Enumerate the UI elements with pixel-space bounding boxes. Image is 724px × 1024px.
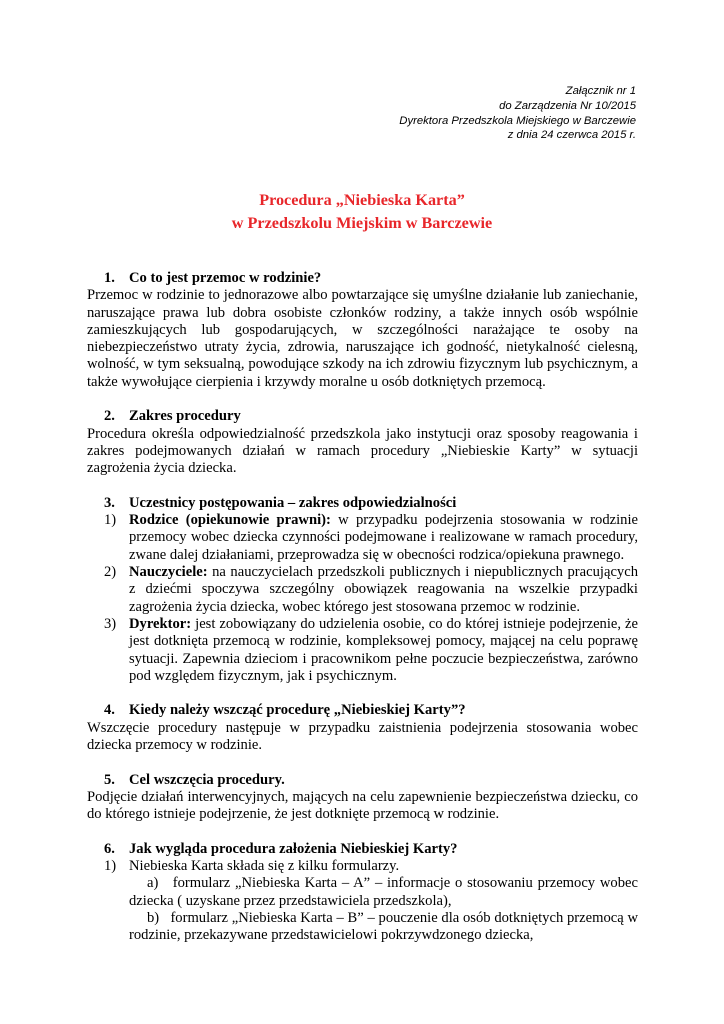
list-item-number: 1) [104, 858, 117, 875]
annex-line-2: do Zarządzenia Nr 10/2015 [499, 99, 636, 112]
section-5-number: 5. [104, 771, 115, 788]
list-item-text: Niebieska Karta składa się z kilku formularzy. [129, 858, 400, 875]
section-6-title: Jak wygląda procedura założenia Niebieskiej Karty? [129, 840, 458, 857]
section-2-title: Zakres procedury [129, 408, 241, 425]
annex-line-4: z dnia 24 czerwca 2015 r. [507, 129, 636, 142]
section-1-text: Przemoc w rodzinie to jednorazowe albo powtarzające się umyślne działanie lub zaniechanie, naruszające prawa lub dobra osobiste członków rodziny, a także innych osób wspólnie zamieszkujących lub gospodarujących, w szczególności narażające te osoby na niebezpieczeństwo utraty życia, zdrowia, naruszające ich godność, nietykalność cielesną, wolność, w tym seksualną, powodujące szkody na ich zdrowiu fizycznym lub psychicznym, a także wywołujące cierpienia i krzywdy moralne u osób dotkniętych przemocą. [87, 287, 638, 390]
sublist-item [129, 875, 638, 910]
sublist-item [129, 910, 638, 945]
section-3-title: Uczestnicy postępowania – zakres odpowiedzialności [129, 494, 457, 511]
list-item [87, 512, 638, 564]
section-6-number: 6. [104, 840, 115, 857]
annex-line-1: Załącznik nr 1 [565, 85, 636, 97]
title-line-1: Procedura „Niebieska Karta” [259, 191, 465, 209]
annex-header [399, 84, 636, 143]
section-1-title: Co to jest przemoc w rodzinie? [129, 270, 322, 286]
list-item-number: 1) [104, 512, 117, 529]
list-item-number: 2) [104, 564, 117, 581]
list-item-label: Nauczyciele: [129, 564, 208, 581]
list-item [87, 564, 638, 616]
list-item [87, 858, 638, 875]
section-4-heading [87, 702, 638, 719]
section-5-title: Cel wszczęcia procedury. [129, 771, 285, 788]
participants-list [87, 512, 638, 685]
list-item-text: jest zobowiązany do udzielenia osobie, co do której istnieje podejrzenie, że jest dotknięta przemocą w rodzinie, kompleksowej pomocy, mającej na celu poprawę sytuacji. Zapewnia dzieciom i pracownikom pełne poczucie bezpieczeństwa, zarówno pod względem fizycznym, jak i psychicznym. [129, 615, 638, 684]
list-item-label: Rodzice (opiekunowie prawni): [129, 512, 331, 529]
section-4-text: Wszczęcie procedury następuje w przypadku zaistnienia podejrzenia stosowania wobec dziecka przemocy w rodzinie. [87, 719, 638, 754]
section-2-number: 2. [104, 408, 115, 425]
section-3-number: 3. [104, 494, 115, 511]
section-3-heading [87, 495, 638, 512]
section-1-heading [87, 270, 638, 287]
section-1-number: 1. [104, 270, 115, 286]
list-item-text: w przypadku podejrzenia stosowania w rodzinie przemocy wobec dziecka czynności podejmowane i realizowane w ramach procedury, zwane dalej działaniami, przeprowadza się w obecności rodzica/opiekuna prawnego. [129, 512, 638, 563]
sublist-item-text: formularz „Niebieska Karta – A” – informacje o stosowaniu przemocy wobec dziecka ( uzyskane przez przedstawiciela przedszkola), [129, 875, 638, 909]
document-title [0, 189, 724, 235]
list-item-label: Dyrektor: [129, 615, 192, 632]
section-5-heading [87, 772, 638, 789]
section-2-text: Procedura określa odpowiedzialność przedszkola jako instytucji oraz sposoby reagowania i zakres podejmowanych działań w ramach procedury „Niebieskie Karty” w sytuacji zagrożenia życia dziecka. [87, 425, 638, 477]
list-item-number: 3) [104, 615, 117, 632]
sublist-item-number: b) [147, 909, 160, 926]
sublist-item-text: formularz „Niebieska Karta – B” – pouczenie dla osób dotkniętych przemocą w rodzinie, przekazywane przedstawicielowi pokrzywdzonego dziecka, [129, 909, 638, 944]
title-line-2: w Przedszkolu Miejskim w Barczewie [231, 214, 493, 232]
section-4-number: 4. [104, 702, 115, 719]
annex-line-3: Dyrektora Przedszkola Miejskiego w Barczewie [399, 114, 636, 127]
list-item-text: na nauczycielach przedszkoli publicznych i niepublicznych pracujących z dziećmi spoczywa szczególny obowiązek reagowania na wszelkie przypadki zagrożenia życia dziecka, wobec którego jest stosowana przemoc w rodzinie. [129, 564, 638, 615]
list-item [87, 616, 638, 685]
sublist-item-number: a) [147, 875, 159, 892]
document-body [87, 270, 638, 945]
forms-sublist [87, 875, 638, 944]
section-6-heading [87, 841, 638, 858]
section-4-title: Kiedy należy wszcząć procedurę „Niebieskiej Karty”? [129, 702, 466, 719]
section-5-text: Podjęcie działań interwencyjnych, mających na celu zapewnienie bezpieczeństwa dziecku, co do którego istnieje podejrzenie, że jest dotknięte przemocą w rodzinie. [87, 788, 638, 823]
section-2-heading [87, 408, 638, 425]
